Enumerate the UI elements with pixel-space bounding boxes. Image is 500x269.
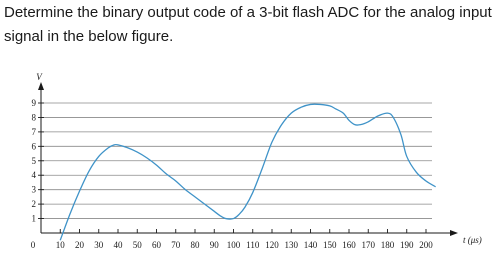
x-tick-label: 0 <box>30 240 36 250</box>
signal-line <box>60 104 435 240</box>
x-tick-label: 180 <box>380 240 395 250</box>
y-tick-label: 3 <box>31 184 36 195</box>
y-tick-label: 4 <box>31 170 36 181</box>
x-tick-label: 10 <box>55 240 65 250</box>
y-tick-label: 6 <box>31 141 36 152</box>
x-tick-label: 90 <box>209 240 219 250</box>
x-tick-label: 150 <box>323 240 337 250</box>
x-tick-label: 80 <box>190 240 200 250</box>
x-tick-label: 70 <box>171 240 181 250</box>
y-axis-label: V <box>36 72 42 82</box>
x-tick-label: 140 <box>303 240 318 250</box>
signal-curve <box>60 104 435 240</box>
x-tick-label: 60 <box>152 240 161 250</box>
x-tick-label: 190 <box>400 240 414 250</box>
x-tick-label: 30 <box>94 240 104 250</box>
x-tick-label: 130 <box>284 240 298 250</box>
y-tick-label: 7 <box>31 126 36 137</box>
x-tick-label: 40 <box>113 240 123 250</box>
x-tick-label: 50 <box>132 240 142 250</box>
question-text: Determine the binary output code of a 3-bit flash ADC for the analog input signal in the below figure. <box>4 4 492 45</box>
x-tick-label: 170 <box>361 240 375 250</box>
x-axis-label: t (μs) <box>463 235 482 245</box>
x-tick-label: 20 <box>75 240 84 250</box>
x-tick-label: 160 <box>342 240 356 250</box>
y-tick-label: 8 <box>31 112 36 123</box>
x-axis-arrow <box>450 230 458 236</box>
y-tick-label: 9 <box>31 98 36 108</box>
x-tick-label: 110 <box>246 240 260 250</box>
grid <box>41 103 432 219</box>
y-tick-label: 2 <box>31 199 36 210</box>
y-tick-label: 5 <box>31 155 36 166</box>
y-axis-arrow <box>38 82 44 90</box>
y-tick-label: 1 <box>31 213 36 224</box>
x-tick-label: 120 <box>265 240 279 250</box>
axes <box>38 82 458 236</box>
x-tick-label: 200 <box>419 240 433 250</box>
x-tick-label: 100 <box>226 240 241 250</box>
